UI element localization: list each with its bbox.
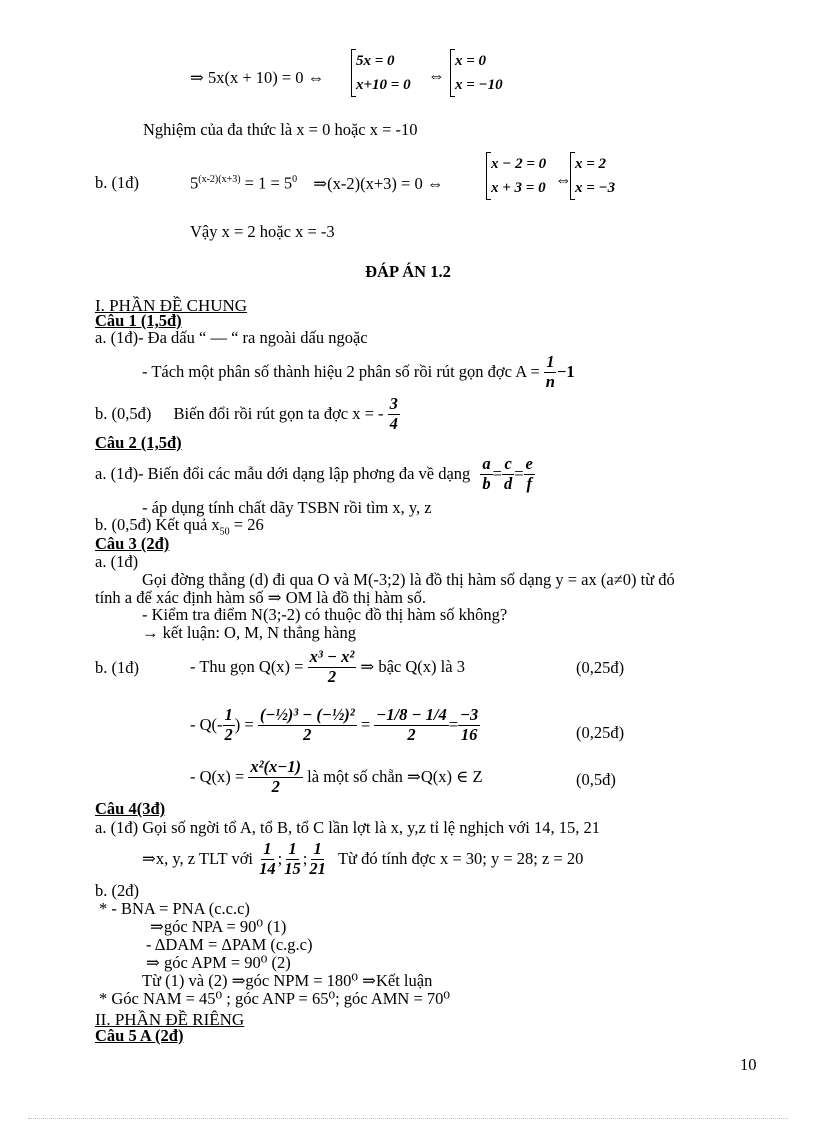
part-b-label: b. (1đ) [95,173,139,192]
cau5-heading: Câu 5 A (2đ) [95,1026,184,1045]
cau4-b: b. (2đ) [95,881,139,900]
conclusion-b: Vậy x = 2 hoặc x = -3 [190,222,335,241]
cau4-b1: * - BNA = PNA (c.c.c) [99,899,250,918]
cau3-b1: - Thu gọn Q(x) = $\frac{\text{x³ − x²}}{2}$ ⇒ bậc Q(x) là 3 [190,647,465,686]
system-1: 5x = 0 x+10 = 0 [351,49,411,97]
cau4-b5: Từ (1) và (2) ⇒góc NPM = 180⁰ ⇒Kết luận [142,971,433,990]
cau1-a2: - Tách một phân số thành hiệu 2 phân số rồi rút gọn đợc A = $\frac{1}{n}$ −1 [142,352,575,391]
cau3-b2: - Q(- $\frac{1}{2}$ ) = $\frac{\text{(−½)³ − (−½)²}}{2}$ = $\frac{-1/8 - 1/4}{2}$ = $\frac{-3}{16}$ [190,705,479,744]
equiv-arrow: ⇔ [428,66,445,85]
cau2-b: b. (0,5đ) Kết quả $x_{50} = 26$ [95,515,264,538]
cau3-a2: tính a để xác định hàm số ⇒ OM là đồ thị hàm số. [95,588,426,607]
part-b-equation: $5^{(x-2)(x+3)} = 1 = 5^0$ ⇒(x-2)(x+3) = 0 ⇔ [190,173,444,193]
cau4-a1: a. (1đ) Gọi số ngời tổ A, tổ B, tổ C lần lợt là x, y,z tỉ lệ nghịch với 14, 15, 21 [95,818,600,837]
cau4-heading: Câu 4(3đ) [95,799,166,818]
system-4: x = 2 x = −3 [570,152,615,200]
section-2-heading: II. PHẦN ĐỀ RIÊNG [95,1010,245,1029]
conclusion-a: Nghiệm của đa thức là x = 0 hoặc x = -10 [143,120,418,139]
cau3-heading: Câu 3 (2đ) [95,534,170,553]
cau2-heading: Câu 2 (1,5đ) [95,433,182,452]
page-title: ĐÁP ÁN 1.2 [365,262,451,281]
cau3-b2-score: (0,25đ) [576,723,625,742]
cau3-a: a. (1đ) [95,552,139,571]
cau1-a: a. (1đ)- Đa dấu “ — “ ra ngoài dấu ngoặc [95,328,368,347]
page-number: 10 [740,1055,757,1074]
cau1-b: b. (0,5đ) Biến đổi rồi rút gọn ta đợc x = - $\frac{3}{4}$ [95,394,398,433]
equiv-arrow-2: ⇔ [555,170,572,189]
cau2-a2: - áp dụng tính chất dãy TSBN rồi tìm x, y, z [142,498,432,517]
cau3-a4: → kết luận: O, M, N thẳng hàng [142,623,357,642]
cau4-b6: * Góc NAM = 45⁰ ; góc ANP = 65⁰; góc AMN = 70⁰ [99,989,451,1008]
system-3: x − 2 = 0 x + 3 = 0 [486,152,546,200]
cau4-b3: - ΔDAM = ΔPAM (c.g.c) [146,935,313,954]
section-1-heading: I. PHẦN ĐỀ CHUNG [95,296,248,315]
system-2: x = 0 x = −10 [450,49,503,97]
cau2-a: a. (1đ)- Biến đổi các mẫu dới dạng lập phơng đa về dạng $\frac{a}{b}$ = $\frac{c}{d}$ = $\frac{e}{f}$ [95,454,533,493]
cau3-a1: Gọi đờng thẳng (d) đi qua O và M(-3;2) là đồ thị hàm số dạng y = ax (a≠0) từ đó [142,570,675,589]
cau3-b3-score: (0,5đ) [576,770,616,789]
page-footer-divider [28,1118,788,1119]
cau4-a2: ⇒x, y, z TLT với $\frac{1}{14}$ ; $\frac{1}{15}$ ; $\frac{1}{21}$ Từ đó tính đợc x = 30; y = 28; z = 20 [142,839,584,878]
cau3-b3: - Q(x) = $\frac{\text{x²(x−1)}}{2}$ là một số chẵn ⇒Q(x) ∈ Z [190,757,483,796]
cau3-b-label: b. (1đ) [95,658,139,677]
cau4-b4: ⇒ góc APM = 90⁰ (2) [146,953,291,972]
cau3-b1-score: (0,25đ) [576,658,625,677]
equation-line: ⇒ 5x(x + 10) = 0 ⇔ [190,68,325,87]
cau1-heading: Câu 1 (1,5đ) [95,311,182,330]
cau4-b2: ⇒góc NPA = 90⁰ (1) [150,917,287,936]
cau3-a3: - Kiểm tra điểm N(3;-2) có thuộc đồ thị hàm số không? [142,605,508,624]
